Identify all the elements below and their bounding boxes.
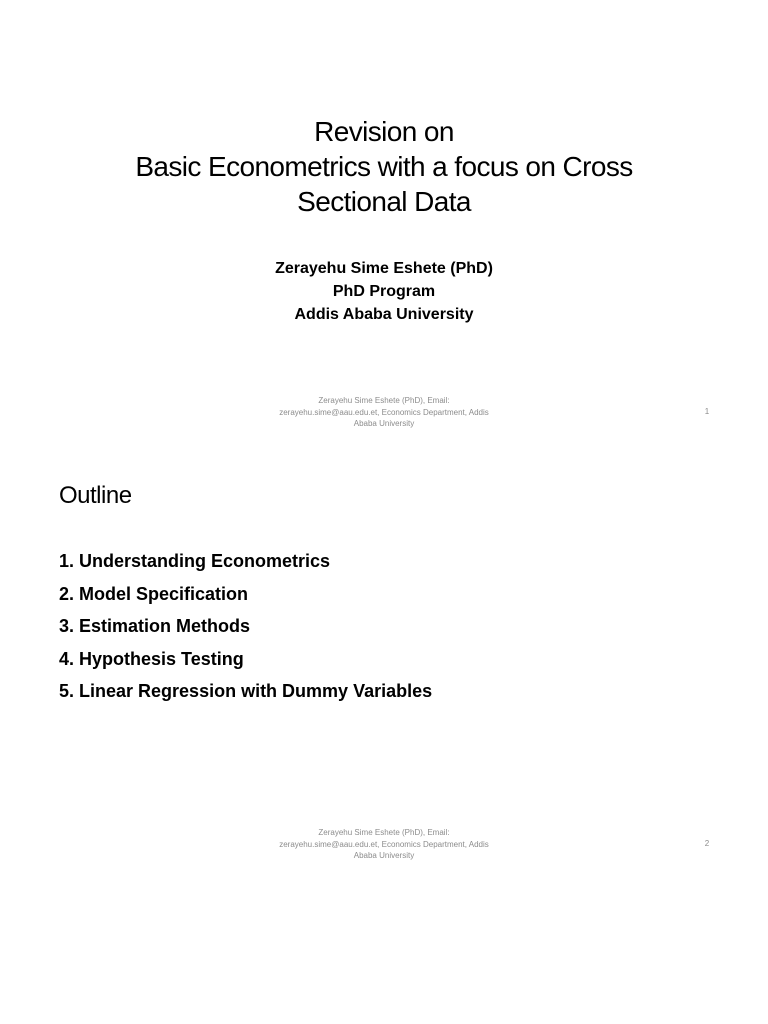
author-name: Zerayehu Sime Eshete (PhD) bbox=[275, 260, 493, 277]
footer-line: Ababa University bbox=[353, 851, 415, 860]
outline-item: 2. Model Specification bbox=[59, 583, 249, 604]
slide-title bbox=[0, 0, 768, 432]
footer-line: zerayehu.sime@aau.edu.et, Economics Department, Addis bbox=[279, 839, 489, 849]
page-number: 1 bbox=[704, 407, 710, 416]
footer-text bbox=[258, 395, 510, 430]
outline-item: 5. Linear Regression with Dummy Variables bbox=[59, 681, 433, 701]
footer-line: zerayehu.sime@aau.edu.et, Economics Department, Addis bbox=[279, 407, 489, 417]
slide-title-heading bbox=[0, 114, 768, 219]
outline-item: 1. Understanding Econometrics bbox=[59, 551, 331, 571]
outline-item: 3. Estimation Methods bbox=[59, 616, 251, 636]
title-line: Revision on bbox=[314, 116, 454, 147]
footer-line: Ababa University bbox=[353, 419, 415, 428]
author-info bbox=[0, 257, 768, 326]
slide-footer bbox=[0, 827, 768, 867]
outline-heading: Outline bbox=[59, 482, 132, 509]
title-line: Sectional Data bbox=[297, 186, 471, 217]
title-line: Basic Econometrics with a focus on Cross bbox=[135, 151, 633, 182]
outline-list bbox=[59, 549, 432, 712]
slide-footer bbox=[0, 395, 768, 435]
outline-item: 4. Hypothesis Testing bbox=[59, 648, 244, 669]
footer-line: Zerayehu Sime Eshete (PhD), Email: bbox=[318, 828, 450, 837]
footer-text bbox=[258, 827, 510, 862]
author-university: Addis Ababa University bbox=[294, 306, 474, 323]
footer-line: Zerayehu Sime Eshete (PhD), Email: bbox=[318, 396, 450, 405]
author-program: PhD Program bbox=[332, 283, 436, 300]
page-number: 2 bbox=[704, 839, 710, 848]
slide-outline bbox=[0, 432, 768, 864]
